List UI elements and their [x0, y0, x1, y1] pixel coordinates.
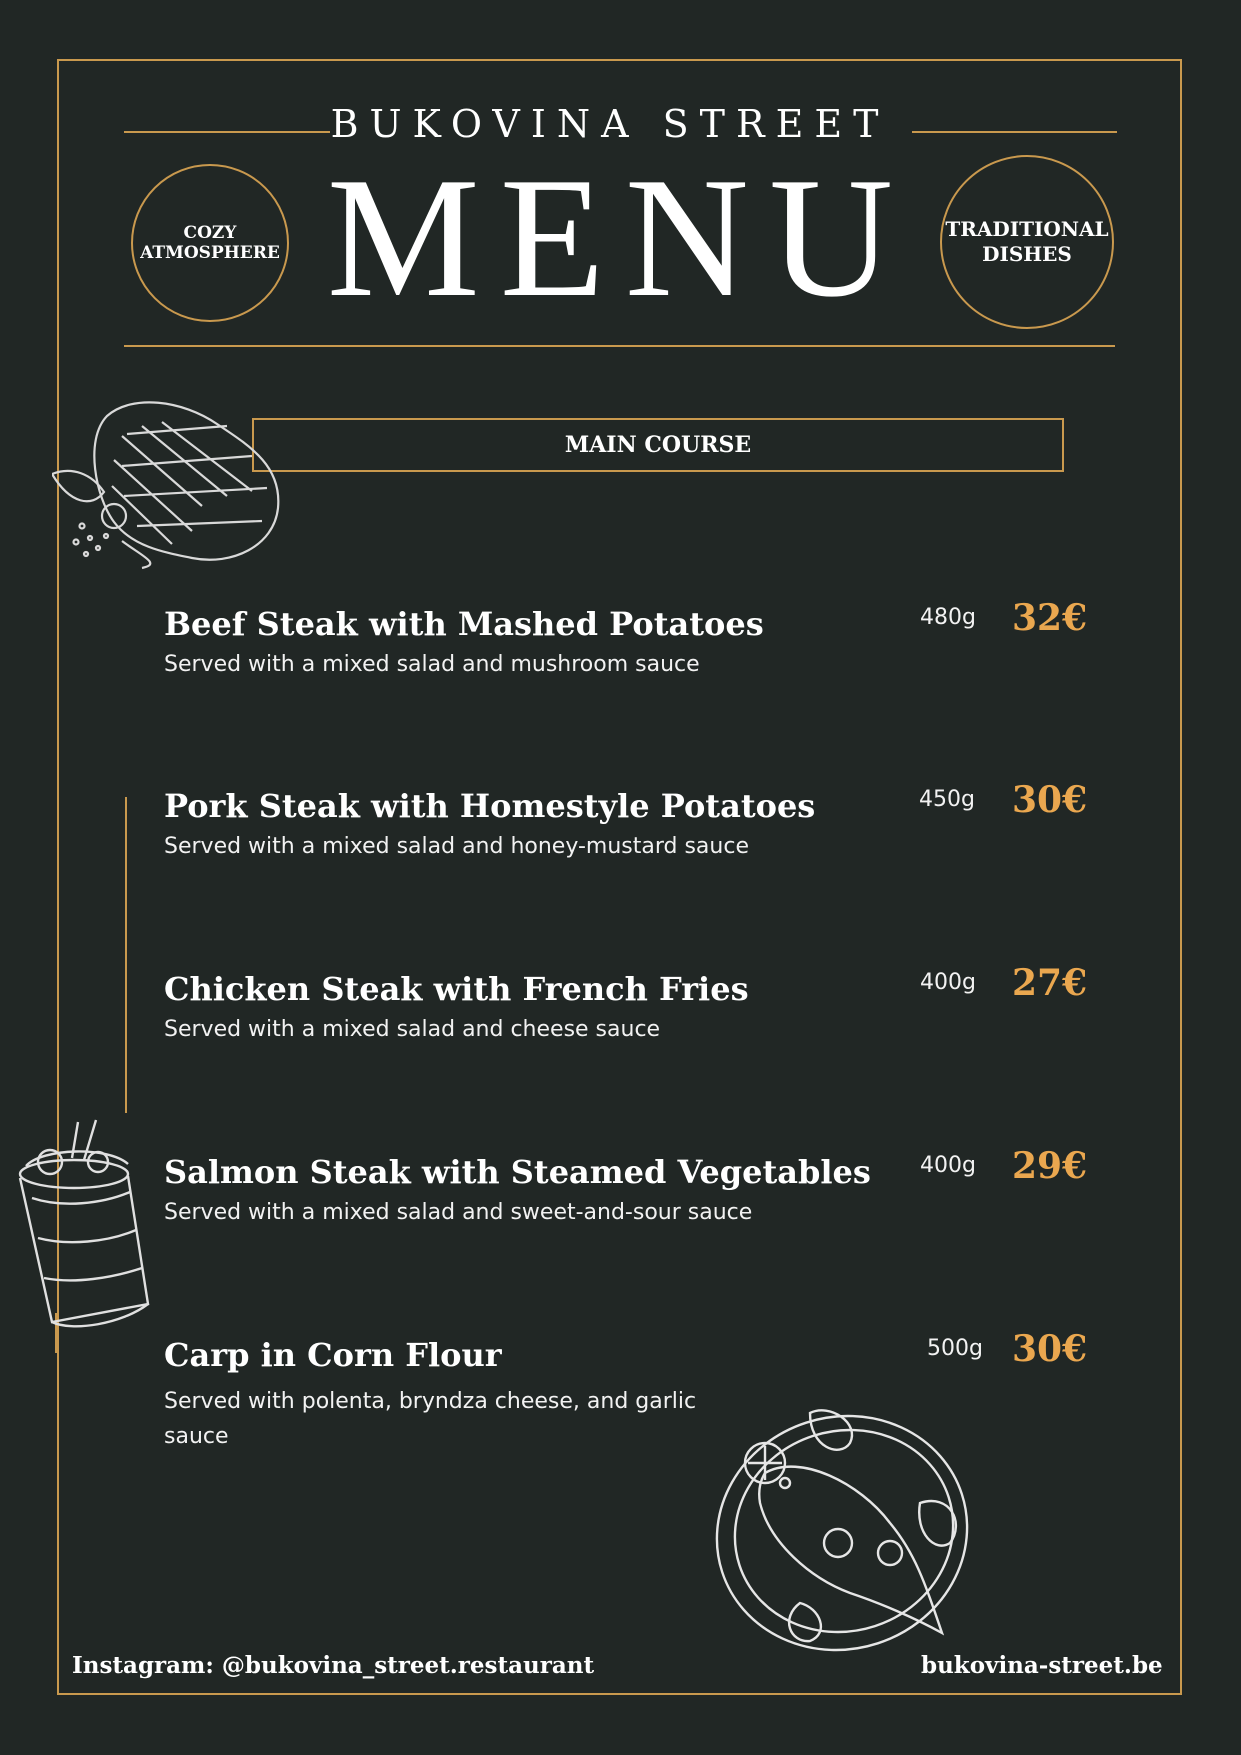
- item-weight: 480g: [920, 605, 976, 630]
- item-price: 27€: [1012, 962, 1088, 1004]
- menu-item: [164, 962, 1164, 1100]
- item-weight: 500g: [927, 1336, 983, 1361]
- item-name: Carp in Corn Flour: [164, 1336, 502, 1374]
- item-name: Pork Steak with Homestyle Potatoes: [164, 787, 816, 825]
- steak-illustration: [52, 396, 287, 571]
- badge-traditional-dishes: TRADITIONAL DISHES: [940, 155, 1114, 329]
- decor-vertical-line: [125, 797, 127, 1113]
- item-name: Salmon Steak with Steamed Vegetables: [164, 1153, 871, 1191]
- item-description: Served with a mixed salad and sweet-and-sour sauce: [164, 1200, 753, 1225]
- menu-item: [164, 779, 1164, 917]
- menu-item: [164, 1328, 1164, 1466]
- item-weight: 450g: [919, 787, 975, 812]
- menu-item: [164, 1145, 1164, 1283]
- item-description: Served with a mixed salad and cheese sauce: [164, 1017, 661, 1042]
- item-weight: 400g: [920, 970, 976, 995]
- section-title: MAIN COURSE: [564, 432, 752, 458]
- header-rule-left: [124, 131, 330, 133]
- item-description: Served with a mixed salad and mushroom sauce: [164, 652, 700, 677]
- item-description: Served with polenta, bryndza cheese, and garlic sauce: [164, 1389, 697, 1449]
- item-price: 30€: [1012, 779, 1088, 821]
- header-rule-right: [912, 131, 1117, 133]
- item-name: Beef Steak with Mashed Potatoes: [164, 605, 764, 643]
- badge-cozy-atmosphere: COZY ATMOSPHERE: [131, 164, 289, 322]
- item-price: 29€: [1012, 1145, 1088, 1187]
- item-price: 30€: [1012, 1328, 1088, 1370]
- item-name: Chicken Steak with French Fries: [164, 970, 749, 1008]
- section-title-box: [252, 418, 1064, 472]
- instagram-handle[interactable]: Instagram: @bukovina_street.restaurant: [72, 1652, 595, 1679]
- menu-title: MENU: [326, 143, 914, 333]
- item-price: 32€: [1012, 597, 1088, 639]
- menu-item: [164, 597, 1164, 735]
- restaurant-name: BUKOVINA STREET: [330, 102, 890, 146]
- website-link[interactable]: bukovina-street.be: [921, 1652, 1163, 1679]
- header-rule-bottom: [124, 345, 1115, 347]
- item-description: Served with a mixed salad and honey-mustard sauce: [164, 834, 749, 859]
- item-weight: 400g: [920, 1153, 976, 1178]
- drink-illustration: [12, 1118, 160, 1334]
